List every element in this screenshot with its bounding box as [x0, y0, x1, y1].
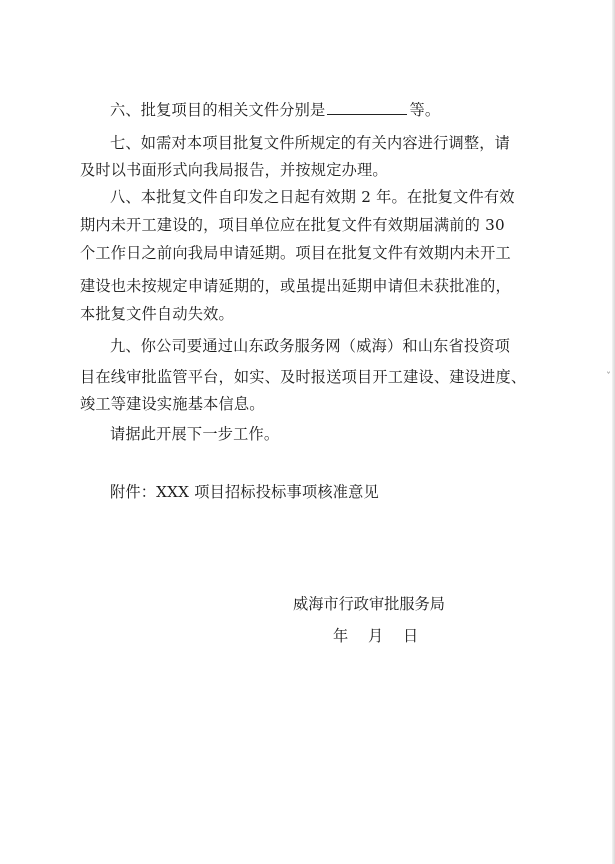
item-7-line-1: 七、如需对本项目批复文件所规定的有关内容进行调整，请 [110, 134, 511, 152]
attachment-line: 附件：XXX 项目招标投标事项核准意见 [110, 483, 379, 501]
item-9-line-2: 目在线审批监管平台，如实、及时报送项目开工建设、建设进度、 [80, 368, 527, 386]
date-year: 年 [333, 627, 349, 645]
issue-date [333, 626, 418, 646]
item-6-suffix: 等。 [409, 101, 441, 119]
item-6 [110, 100, 550, 120]
item-8-line-4: 建设也未按规定申请延期的，或虽提出延期申请但未获批准的， [80, 277, 511, 295]
closing-sentence: 请据此开展下一步工作。 [110, 425, 280, 443]
issuer-name: 威海市行政审批服务局 [293, 595, 445, 613]
date-month: 月 [368, 627, 384, 645]
scan-artifact-mark: ˇ [606, 372, 611, 383]
item-8-line-3: 个工作日之前向我局申请延期。项目在批复文件有效期内未开工 [80, 244, 511, 262]
item-9-line-3: 竣工等建设实施基本信息。 [80, 395, 265, 413]
item-7-line-2: 及时以书面形式向我局报告，并按规定办理。 [80, 161, 388, 179]
fill-in-blank [327, 100, 407, 115]
item-8-line-5: 本批复文件自动失效。 [80, 305, 234, 323]
item-9-line-1: 九、你公司要通过山东政务服务网（威海）和山东省投资项 [110, 337, 511, 355]
date-day: 日 [403, 627, 419, 645]
item-6-text: 六、批复项目的相关文件分别是 [110, 101, 326, 119]
item-8-line-1: 八、本批复文件自印发之日起有效期 2 年。在批复文件有效 [110, 188, 515, 206]
item-8-line-2: 期内未开工建设的，项目单位应在批复文件有效期届满前的 30 [80, 216, 505, 234]
